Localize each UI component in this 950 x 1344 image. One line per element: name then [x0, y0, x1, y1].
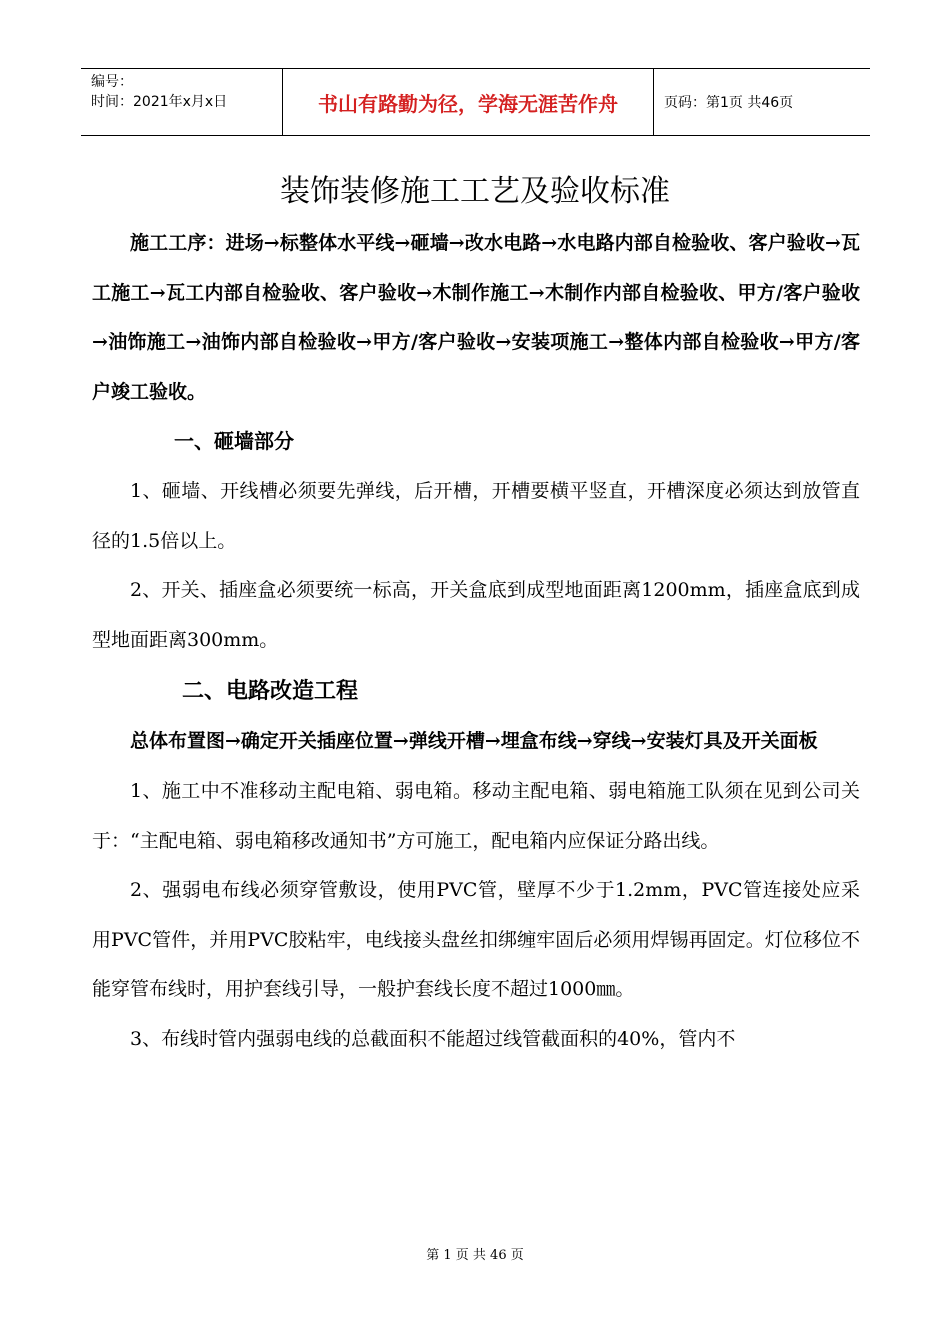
paragraph: 1、施工中不准移动主配电箱、弱电箱。移动主配电箱、弱电箱施工队须在见到公司关于：“主配电箱、弱电箱移改通知书”方可施工，配电箱内应保证分路出线。	[92, 779, 860, 852]
section-heading-wall: 一、砸墙部分	[174, 429, 294, 454]
electrical-flow: 总体布置图→确定开关插座位置→弹线开槽→埋盒布线→穿线→安装灯具及开关面板	[130, 730, 818, 753]
document-body	[92, 219, 860, 1065]
paragraph: 3、布线时管内强弱电线的总截面积不能超过线管截面积的40%，管内不	[130, 1027, 736, 1050]
page-footer: 第 1 页 共 46 页	[426, 1248, 524, 1263]
section-heading-electrical: 二、电路改造工程	[182, 678, 359, 705]
number-label: 编号：	[91, 74, 133, 90]
construction-sequence: 施工工序：进场→标整体水平线→砸墙→改水电路→水电路内部自检验收、客户验收→瓦工施工→瓦工内部自检验收、客户验收→木制作施工→木制作内部自检验收、甲方/客户验收→油饰施工→油饰内部自检验收→甲方/客户验收→安装项施工→整体内部自检验收→甲方/客户竣工验收。	[92, 232, 860, 403]
header-meta	[81, 69, 282, 135]
header-motto: 书山有路勤为径，学海无涯苦作舟	[282, 69, 654, 135]
header-page-info: 页码：第1页 共46页	[664, 95, 794, 111]
paragraph: 2、开关、插座盒必须要统一标高，开关盒底到成型地面距离1200mm，插座盒底到成型地面距离300mm。	[92, 579, 860, 651]
paragraph: 1、砸墙、开线槽必须要先弹线，后开槽，开槽要横平竖直，开槽深度必须达到放管直径的1.5倍以上。	[92, 479, 860, 552]
header-table	[81, 68, 870, 136]
time-label: 时间：2021年x月x日	[91, 94, 228, 110]
document-title: 装饰装修施工工艺及验收标准	[280, 174, 670, 209]
paragraph: 2、强弱电布线必须穿管敷设，使用PVC管，壁厚不少于1.2mm，PVC管连接处应采用PVC管件，并用PVC胶粘牢，电线接头盘丝扣绑缠牢固后必须用焊锡再固定。灯位移位不能穿管布线时，用护套线引导，一般护套线长度不超过1000㎜。	[92, 879, 860, 1001]
